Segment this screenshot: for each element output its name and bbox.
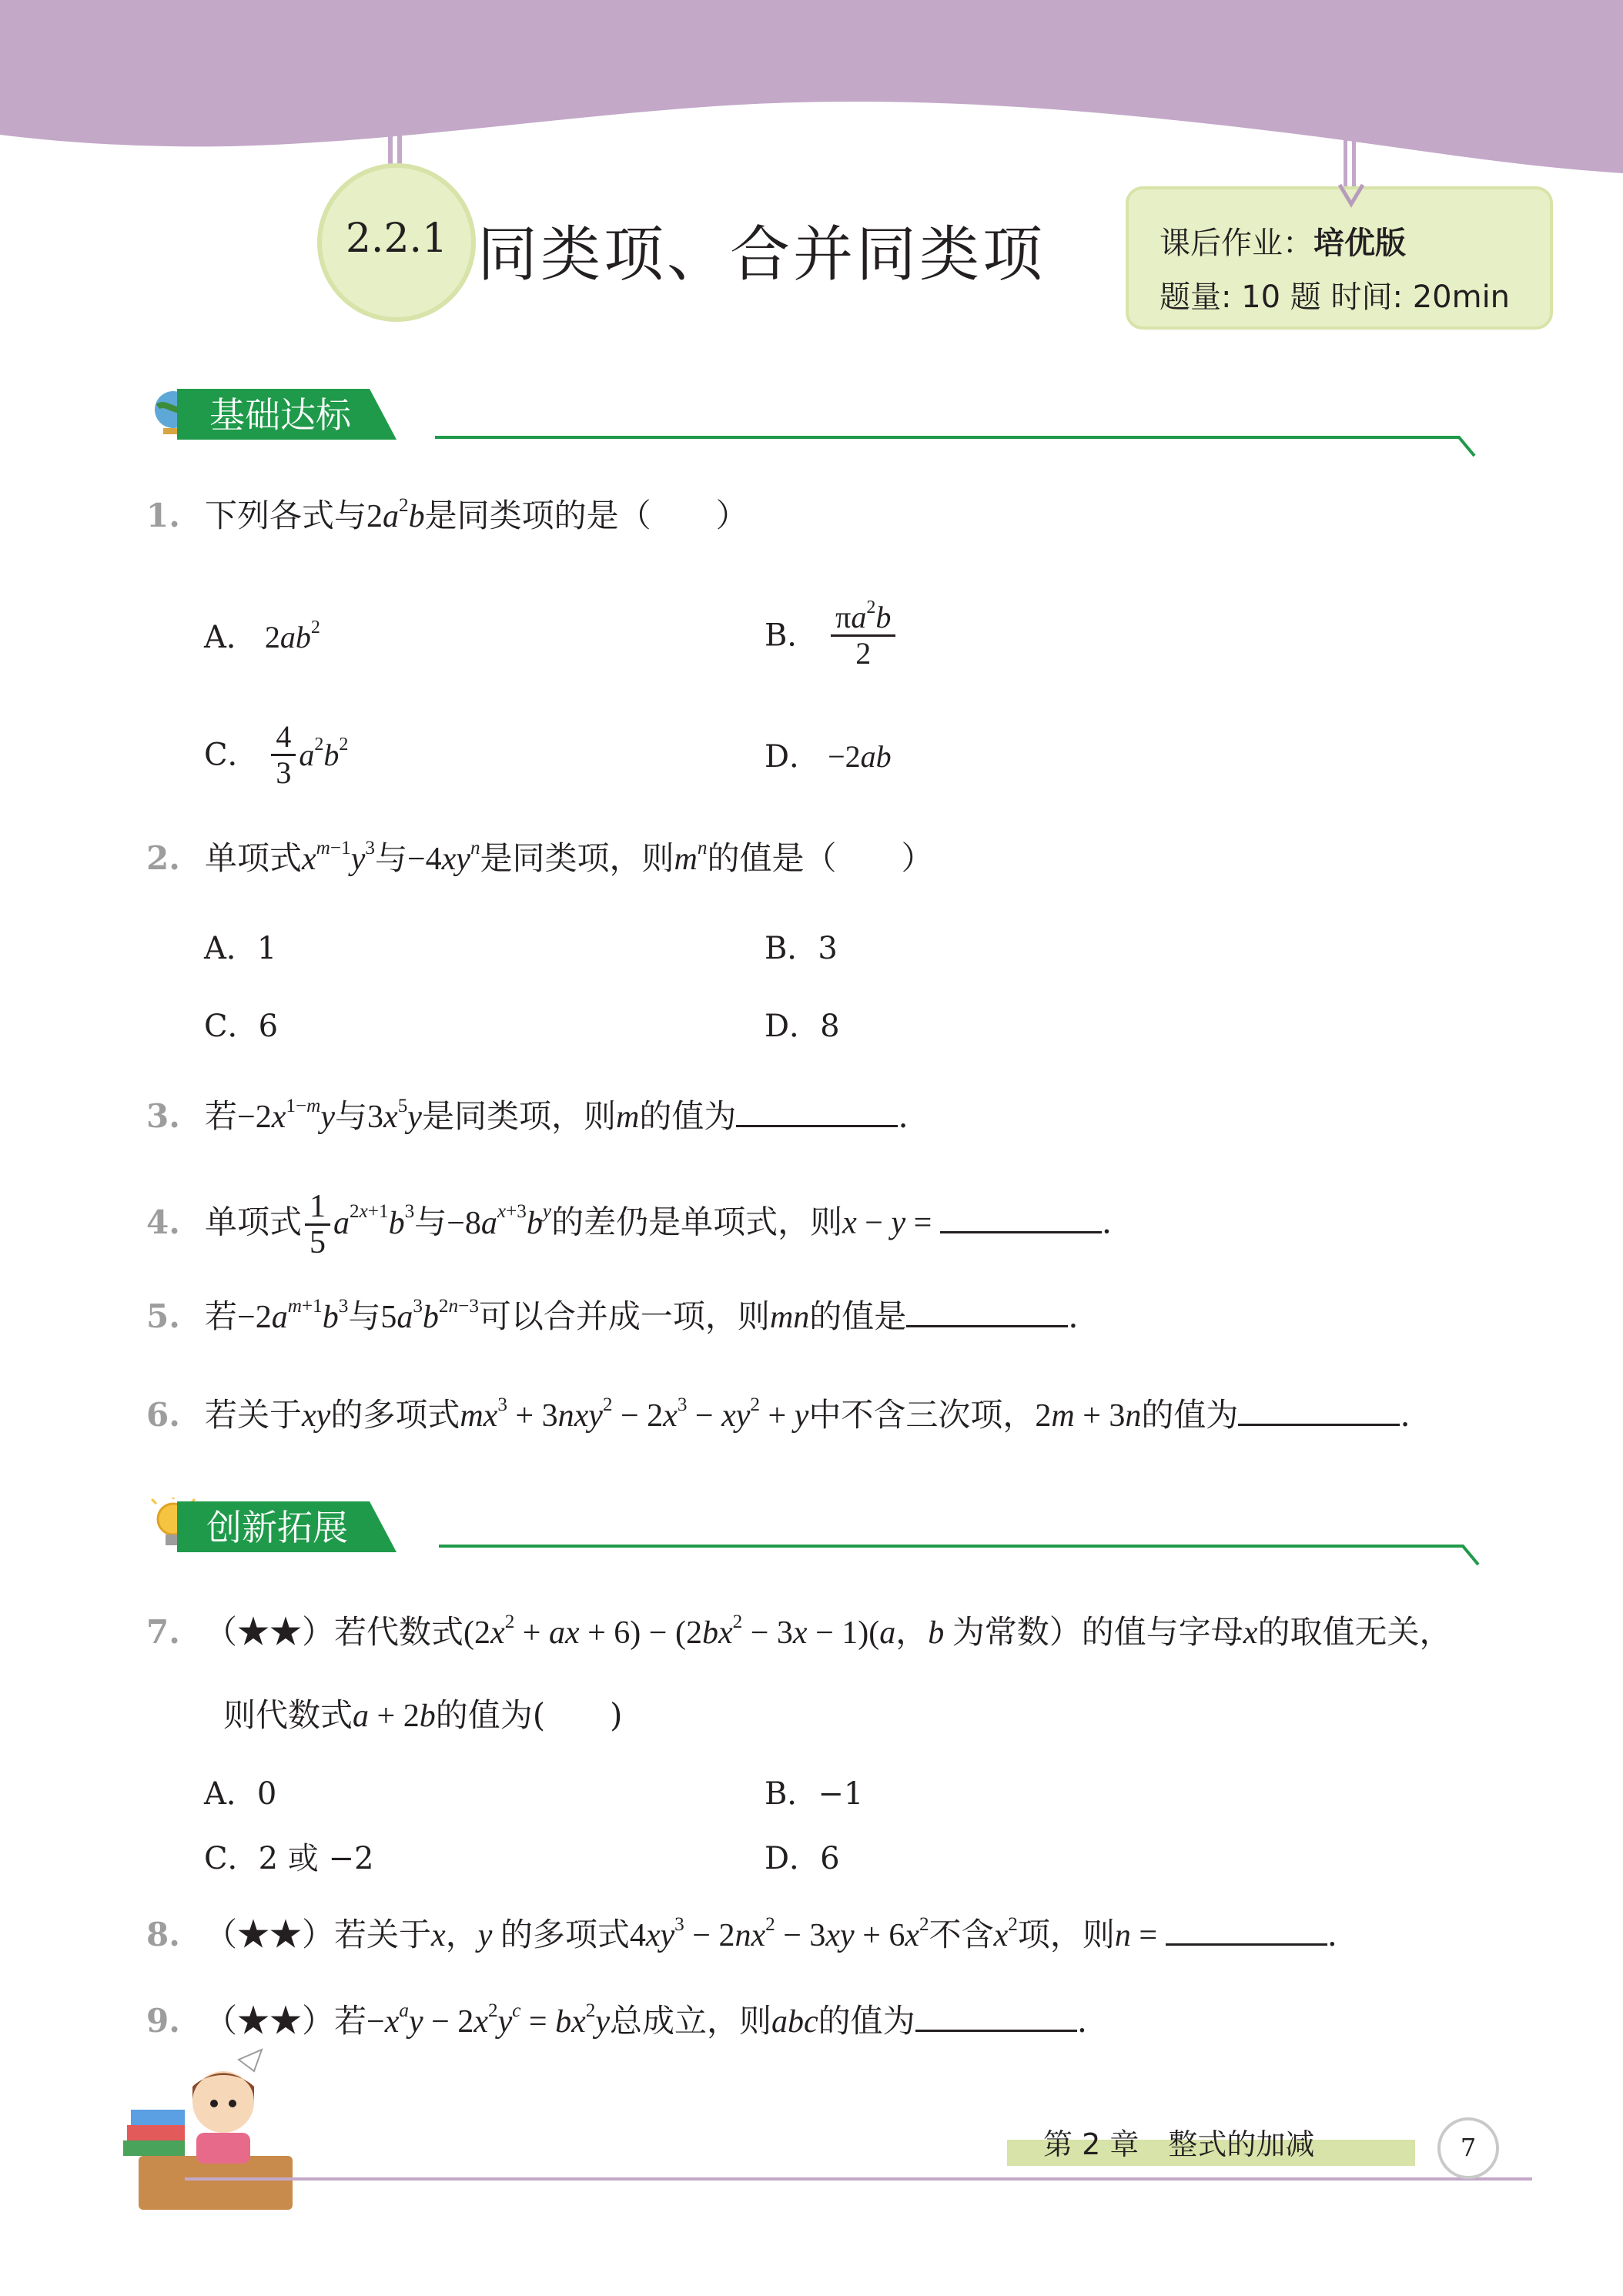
option-c: C．6 [204, 1009, 279, 1044]
question-7-line-2: 则代数式a + 2b的值为( ) [223, 1696, 623, 1734]
option-b: B． $\frac{\pi a^2b}{2}$ [765, 601, 899, 671]
quantity-label: 题量: 10 题 时间: 20min [1160, 279, 1511, 315]
answer-blank [940, 1200, 1102, 1233]
question-8: 8. （★★）若关于x，y 的多项式$4xy^3 - 2nx^2 - 3xy + 6x^2$不含$x^2$项，则n = . [146, 1913, 1337, 1953]
page-title: 同类项、合并同类项 [477, 220, 1046, 290]
option-d: D．6 [765, 1841, 840, 1876]
option-c: C． $\frac{4}{3}$ $a^2b^2$ [204, 719, 349, 790]
option-b: B．−1 [765, 1776, 864, 1812]
footer-rule [185, 2175, 1540, 2183]
question-9: 9. （★★）若$-x^ay - 2x^2y^c = bx^2y$总成立，则abc的值为 . [146, 2000, 1088, 2040]
question-3: 3. 若$-2x^{1-m}y$与$3x^5y$是同类项，则m的值为 . [146, 1095, 909, 1135]
option-d: D． −2ab [765, 739, 892, 775]
homework-label: 课后作业： [1160, 226, 1313, 261]
chapter-label: 第 2 章 整式的加减 [1043, 2127, 1315, 2161]
question-6: 6. 若关于xy的多项式$mx^3 + 3nxy^2 - 2x^3 - xy^2 + y$中不含三次项，2m + 3n的值为 . [146, 1394, 1411, 1434]
option-c: C．2 或 −2 [204, 1841, 374, 1876]
answer-blank [1166, 1913, 1327, 1946]
answer-blank [736, 1094, 898, 1127]
question-7: 7. （★★）若代数式($2x^2$ + ax + $6) - (2bx^2 - 3x - 1)(a$，b 为常数）的值与字母x的取值无关， [146, 1611, 1452, 1651]
section-innovation-title: 创新拓展 [206, 1507, 348, 1548]
question-number: 1. [146, 497, 180, 534]
question-5: 5. 若$-2a^{m+1}b^3$与$5a^3b^{2n-3}$可以合并成一项，则mn的值是 . [146, 1295, 1079, 1335]
section-number: 2.2.1 [345, 216, 448, 262]
question-2: 2. 单项式$x^{m-1}y^3$与$-4xy^n$是同类项，则$m^n$的值是（ ） [146, 837, 934, 877]
section-innovation-rule [435, 1540, 1482, 1571]
girl-reading-illustration [108, 2048, 323, 2217]
option-a: A．0 [204, 1776, 277, 1812]
question-1: 1. 下列各式与$2a^2b$是同类项的是（ ） [146, 493, 748, 540]
answer-blank [906, 1294, 1068, 1327]
header-wave-banner [0, 0, 1623, 200]
question-4: 4. 单项式 $\frac{1}{5}$ $a^{2x+1}b^3$与$-8a^{x+3}b^y$的差仍是单项式，则x − y = . [146, 1189, 1113, 1260]
homework-version: 培优版 [1313, 226, 1406, 261]
section-basic-title: 基础达标 [209, 394, 351, 436]
hanger-arrow-icon [1336, 181, 1367, 212]
option-a: A．1 [204, 931, 277, 966]
option-a: A． $2ab^2$ [204, 617, 320, 655]
answer-blank [1238, 1393, 1400, 1426]
section-basic-rule [431, 431, 1478, 462]
option-b: B．3 [765, 931, 838, 966]
page-number: 7 [1460, 2133, 1477, 2162]
answer-blank [915, 1999, 1077, 2032]
option-d: D．8 [765, 1009, 840, 1044]
expression: $2a^2b$ [366, 494, 425, 534]
